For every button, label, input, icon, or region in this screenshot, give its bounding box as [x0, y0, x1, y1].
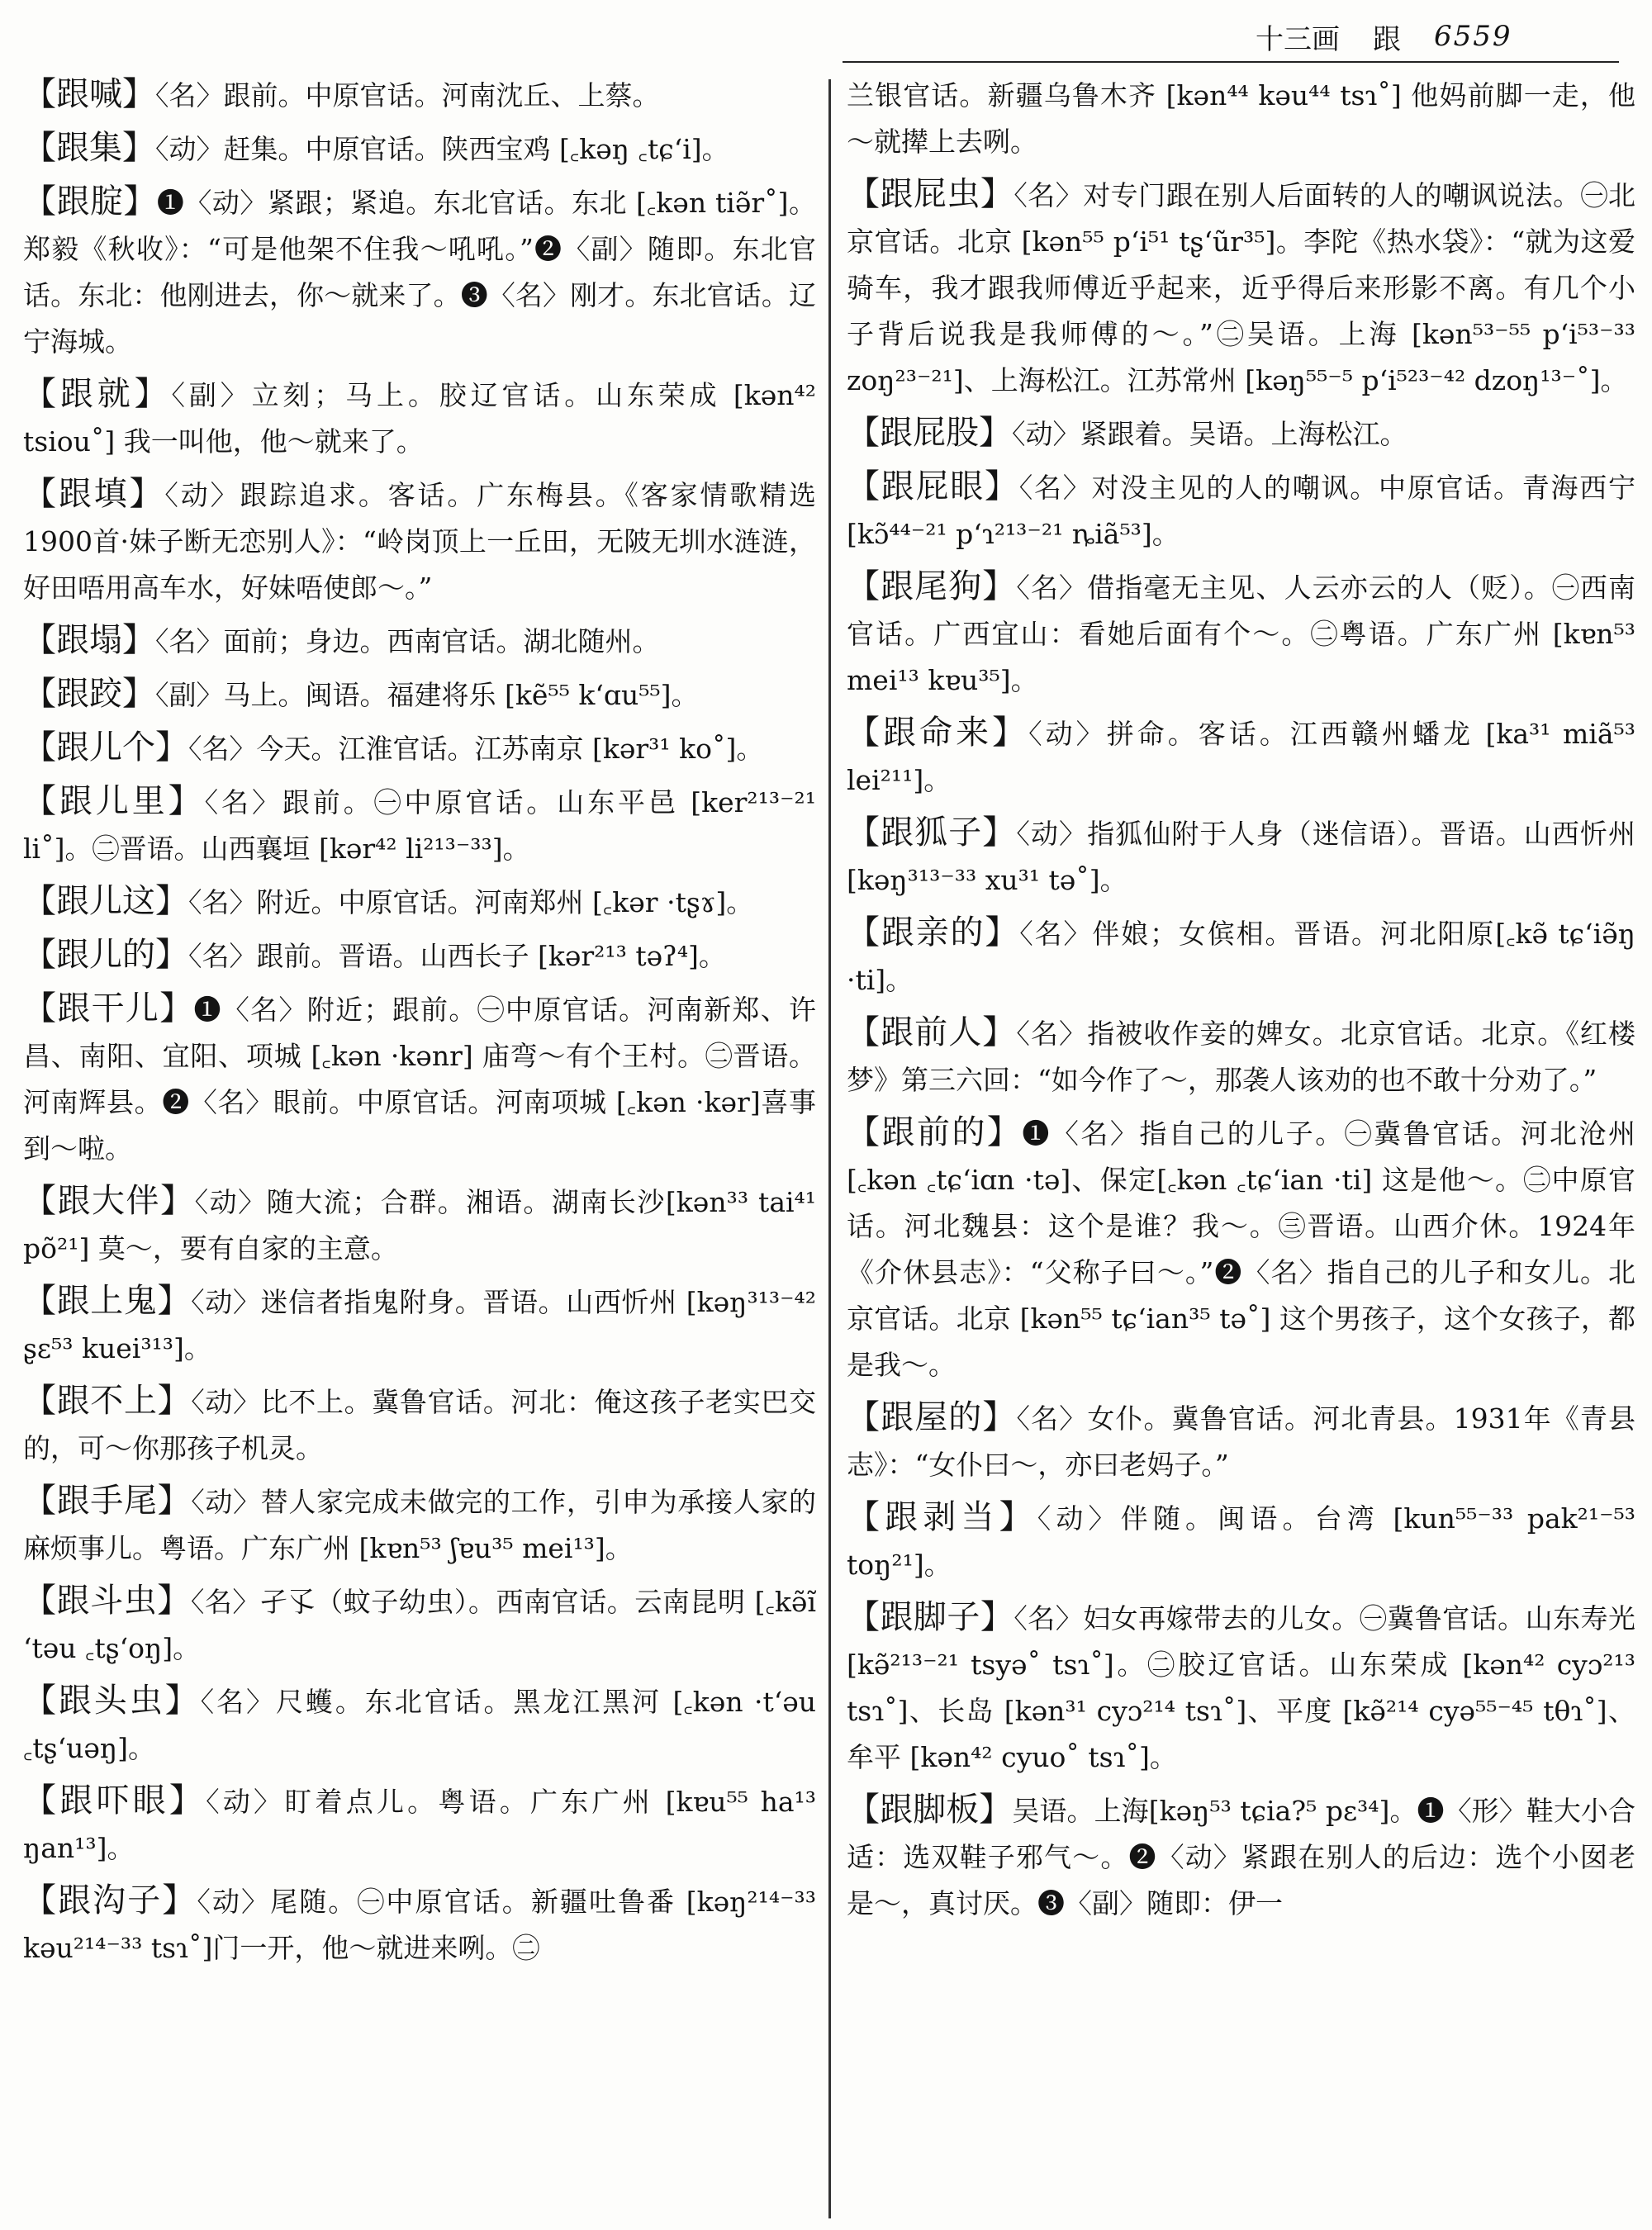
- entry-headword: 【跟前的】: [847, 1113, 1023, 1151]
- dictionary-entry: [847, 563, 1635, 704]
- dictionary-entry: [847, 1594, 1635, 1781]
- entry-text: 〈名〉指被收作妾的婢女。北京官话。北京。《红楼梦》第三六回：“如今作了～，那袭人该劝的也不敢十分劝了。”: [847, 1018, 1636, 1096]
- dictionary-entry: [23, 371, 816, 465]
- entry-headword: 【跟儿这】: [23, 882, 188, 920]
- entry-headword: 【跟就】: [23, 375, 172, 413]
- dictionary-entry: [23, 1478, 816, 1572]
- entry-headword: 【跟喊】: [23, 75, 155, 113]
- entry-headword: 【跟屋的】: [847, 1398, 1017, 1436]
- dictionary-entry: [23, 1777, 816, 1872]
- dictionary-entry: [847, 463, 1635, 558]
- entry-headword: 【跟手尾】: [23, 1482, 192, 1520]
- left-column: [23, 71, 816, 1977]
- dictionary-entry: [23, 985, 816, 1172]
- entry-text: 〈动〉赶集。中原官话。陕西宝鸡 [꜀kəŋ ꜀tɕ‘i]。: [155, 133, 729, 165]
- dictionary-entry: [847, 709, 1635, 804]
- entry-text: 〈动〉比不上。冀鲁官话。河北：俺这孩子老实巴交的，可～你那孩子机灵。: [23, 1386, 817, 1464]
- entry-text: 〈名〉面前；身边。西南官话。湖北随州。: [155, 625, 660, 657]
- entry-headword: 【跟儿个】: [23, 728, 188, 766]
- entry-headword: 【跟儿里】: [23, 782, 205, 820]
- entry-headword: 【跟尾狗】: [847, 567, 1017, 605]
- entry-text: 〈名〉跟前。晋语。山西长子 [kər²¹³ təʔ⁴]。: [188, 940, 726, 972]
- dictionary-entry: [847, 1394, 1635, 1488]
- entry-headword: 【跟不上】: [23, 1382, 192, 1420]
- entry-headword: 【跟前人】: [847, 1013, 1017, 1051]
- dictionary-entry: [23, 1178, 816, 1272]
- dictionary-entry: [23, 1278, 816, 1372]
- entry-text: 吴语。上海[kəŋ⁵³ tɕia?⁵ pɛ³⁴]。❶〈形〉鞋大小合适：选双鞋子邪气～。❷〈动〉紧跟在别人的后边：选个小囡老是～，真讨厌。❸〈副〉随即：伊一: [847, 1795, 1636, 1919]
- dictionary-entry: [847, 1786, 1635, 1927]
- entry-text: 〈动〉尾随。㊀中原官话。新疆吐鲁番 [kəŋ²¹⁴⁻³³ kəu²¹⁴⁻³³ tsɿ˚]门一开，他～就进来咧。㊁: [23, 1886, 816, 1964]
- entry-headword: 【跟跤】: [23, 675, 155, 713]
- page-number: 6559: [1434, 20, 1512, 53]
- entry-text: 〈名〉伴娘；女傧相。晋语。河北阳原[꜀kə̃ tɕ‘iə̃ŋ ·ti]。: [847, 918, 1635, 996]
- entry-text: 〈名〉对没主见的人的嘲讽。中原官话。青海西宁 [kɔ̃⁴⁴⁻²¹ p‘ɿ²¹³⁻²¹ ȵiã⁵³]。: [847, 472, 1635, 550]
- entry-text: 兰银官话。新疆乌鲁木齐 [kən⁴⁴ kəu⁴⁴ tsɿ˚] 他妈前脚一走，他～就撵上去咧。: [847, 79, 1635, 158]
- dictionary-entry: [23, 617, 816, 665]
- entry-text: 〈名〉跟前。中原官话。河南沈丘、上蔡。: [155, 79, 660, 112]
- entry-headword: 【跟屁眼】: [847, 467, 1019, 505]
- dictionary-entry: [23, 724, 816, 772]
- dictionary-entry: [23, 125, 816, 173]
- dictionary-entry: [847, 809, 1635, 904]
- entry-headword: 【跟亲的】: [847, 913, 1020, 951]
- entry-text: 〈动〉指狐仙附于人身（迷信语）。晋语。山西忻州 [kəŋ³¹³⁻³³ xu³¹ tə˚]。: [847, 818, 1636, 896]
- entry-text: 〈名〉借指毫无主见、人云亦云的人（贬）。㊀西南官话。广西宜山：看她后面有个～。㊁粤语。广东广州 [kɐn⁵³ mei¹³ kɐu³⁵]。: [847, 572, 1636, 696]
- entry-headword: 【跟大伴】: [23, 1182, 195, 1220]
- entry-text: 〈名〉女仆。冀鲁官话。河北青县。1931年《青县志》：“女仆曰～，亦曰老妈子。”: [847, 1402, 1636, 1481]
- entry-text: 〈动〉迷信者指鬼附身。晋语。山西忻州 [kəŋ³¹³⁻⁴² ʂɛ⁵³ kuei³¹³]。: [23, 1286, 817, 1364]
- entry-text: 〈动〉跟踪追求。客话。广东梅县。《客家情歌精选1900首·妹子断无恋别人》：“岭岗顶上一丘田，无陂无圳水涟涟，好田唔用高车水，好妹唔使郎～。”: [23, 479, 817, 604]
- dictionary-entry: [23, 471, 816, 611]
- header-rule: [843, 61, 1619, 63]
- dictionary-entry: [847, 1109, 1635, 1388]
- dictionary-entry: [23, 1578, 816, 1672]
- entry-headword: 【跟屁股】: [847, 414, 1012, 452]
- entry-headword: 【跟塌】: [23, 621, 155, 659]
- entry-text: 〈名〉孑孓（蚊子幼虫）。西南官话。云南昆明 [꜀kə̃ĩ ‘təu ꜀tʂ‘oŋ]。: [23, 1586, 816, 1664]
- entry-headword: 【跟屁虫】: [847, 175, 1014, 213]
- entry-text: 〈名〉附近。中原官话。河南郑州 [꜀kər ·tʂɤ]。: [188, 886, 754, 918]
- entry-text: 〈动〉拼命。客话。江西赣州蟠龙 [ka³¹ miã⁵³ lei²¹¹]。: [847, 718, 1635, 796]
- entry-headword: 【跟命来】: [847, 714, 1029, 752]
- entry-headword: 【跟上鬼】: [23, 1282, 192, 1320]
- dictionary-entry-continued: [847, 71, 1635, 165]
- dictionary-entry: [23, 1677, 816, 1772]
- entry-text: ❶〈名〉附近；跟前。㊀中原官话。河南新郑、许昌、南阳、宜阳、项城 [꜀kən ·kənr] 庙弯～有个王村。㊁晋语。河南辉县。❷〈名〉眼前。中原官话。河南项城 [꜀kən ·kər]喜事到～啦。: [23, 994, 817, 1165]
- dictionary-entry: [847, 1494, 1635, 1588]
- entry-headword: 【跟脚板】: [847, 1791, 1013, 1829]
- dictionary-entry: [847, 909, 1635, 1004]
- entry-text: 〈名〉对专门跟在别人后面转的人的嘲讽说法。㊀北京官话。北京 [kən⁵⁵ p‘i⁵¹ tʂ‘ũr³⁵]。李陀《热水袋》：“就为这爱骑车，我才跟我师傅近乎起来，近乎得后来形影不离。有几个小子背后说我是我师傅的～。”㊁吴语。上海 [kən⁵³⁻⁵⁵ p‘i⁵³⁻³³ zoŋ²³⁻²¹]、上海松江。江苏常州 [kəŋ⁵⁵⁻⁵ p‘i⁵²³⁻⁴² dzoŋ¹³⁻˚]。: [847, 179, 1636, 396]
- entry-headword: 【跟头虫】: [23, 1682, 201, 1720]
- entry-text: ❶〈动〉紧跟；紧追。东北官话。东北 [꜀kən tiə̃r˚]。郑毅《秋收》：“可是他架不住我～吼吼。”❷〈副〉随即。东北官话。东北：他刚进去，你～就来了。❸〈名〉刚才。东北官话。辽宁海城。: [23, 187, 817, 358]
- entry-headword: 【跟剥当】: [847, 1498, 1037, 1536]
- entry-text: 〈名〉尺蠖。东北官话。黑龙江黑河 [꜀kən ·t‘əu ꜀tʂ‘uəŋ]。: [23, 1686, 817, 1764]
- entry-headword: 【跟干儿】: [23, 989, 194, 1027]
- dictionary-entry: [23, 932, 816, 980]
- entry-text: 〈名〉跟前。㊀中原官话。山东平邑 [ker²¹³⁻²¹ li˚]。㊁晋语。山西襄垣 [kər⁴² li²¹³⁻³³]。: [23, 786, 816, 865]
- entry-text: 〈名〉妇女再嫁带去的儿女。㊀冀鲁官话。山东寿光 [kə̃²¹³⁻²¹ tsyə˚ tsɿ˚]。㊁胶辽官话。山东荣成 [kən⁴² cyɔ²¹³ tsɿ˚]、长岛 [kən³¹ cyɔ²¹⁴ tsɿ˚]、平度 [kə̃²¹⁴ cyə⁵⁵⁻⁴⁵ tθɿ˚]、牟平 [kən⁴² cyuo˚ tsɿ˚]。: [847, 1602, 1636, 1773]
- entry-text: 〈动〉伴随。闽语。台湾 [kun⁵⁵⁻³³ pak²¹⁻⁵³ toŋ²¹]。: [847, 1502, 1636, 1581]
- entry-text: 〈动〉紧跟着。吴语。上海松江。: [1012, 418, 1408, 450]
- entry-headword: 【跟沟子】: [23, 1881, 197, 1919]
- entry-headword: 【跟狐子】: [847, 814, 1017, 852]
- entry-headword: 【跟脚子】: [847, 1598, 1014, 1636]
- dictionary-entry: [23, 778, 816, 872]
- dictionary-entry: [23, 178, 816, 365]
- entry-text: 〈动〉盯着点儿。粤语。广东广州 [kɐu⁵⁵ ha¹³ ŋan¹³]。: [23, 1786, 816, 1864]
- entry-text: 〈副〉马上。闽语。福建将乐 [kẽ⁵⁵ k‘ɑu⁵⁵]。: [155, 679, 699, 711]
- dictionary-entry: [23, 878, 816, 926]
- dictionary-entry: [847, 171, 1635, 404]
- dictionary-entry: [23, 1378, 816, 1472]
- dictionary-entry: [23, 671, 816, 719]
- section-label: 十三画: [1256, 22, 1340, 56]
- dictionary-entry: [23, 1877, 816, 1971]
- right-column: [847, 71, 1635, 1933]
- header-char: 跟: [1373, 22, 1401, 56]
- dictionary-entry: [23, 71, 816, 119]
- entry-headword: 【跟吓眼】: [23, 1782, 206, 1820]
- column-divider: [828, 79, 831, 2218]
- entry-headword: 【跟腚】: [23, 183, 157, 221]
- entry-headword: 【跟集】: [23, 129, 155, 167]
- entry-text: 〈动〉随大流；合群。湘语。湖南长沙[kən³³ tai⁴¹ põ²¹] 莫～，要有自家的主意。: [23, 1186, 817, 1264]
- entry-text: 〈名〉今天。江淮官话。江苏南京 [kər³¹ ko˚]。: [188, 733, 764, 765]
- entry-text: ❶〈名〉指自己的儿子。㊀冀鲁官话。河北沧州[꜀kən ꜀tɕ‘iɑn ·tə]、保定[꜀kən ꜀tɕ‘ian ·ti] 这是他～。㊁中原官话。河北魏县：这个是谁？我～。㊂晋语。山西介休。1924年《介休县志》：“父称子曰～。”❷〈名〉指自己的儿子和女儿。北京官话。北京 [kən⁵⁵ tɕ‘ian³⁵ tə˚] 这个男孩子，这个女孩子，都是我～。: [847, 1117, 1636, 1381]
- entry-headword: 【跟斗虫】: [23, 1582, 191, 1620]
- dictionary-entry: [847, 410, 1635, 458]
- entry-headword: 【跟填】: [23, 475, 165, 513]
- entry-text: 〈副〉立刻；马上。胶辽官话。山东荣成 [kən⁴² tsiou˚] 我一叫他，他～就来了。: [23, 379, 817, 458]
- entry-headword: 【跟儿的】: [23, 936, 188, 974]
- dictionary-entry: [847, 1009, 1635, 1103]
- entry-text: 〈动〉替人家完成未做完的工作，引申为承接人家的麻烦事儿。粤语。广东广州 [kɐn⁵³ ʃɐu³⁵ mei¹³]。: [23, 1486, 817, 1564]
- page-header: [1256, 15, 1619, 58]
